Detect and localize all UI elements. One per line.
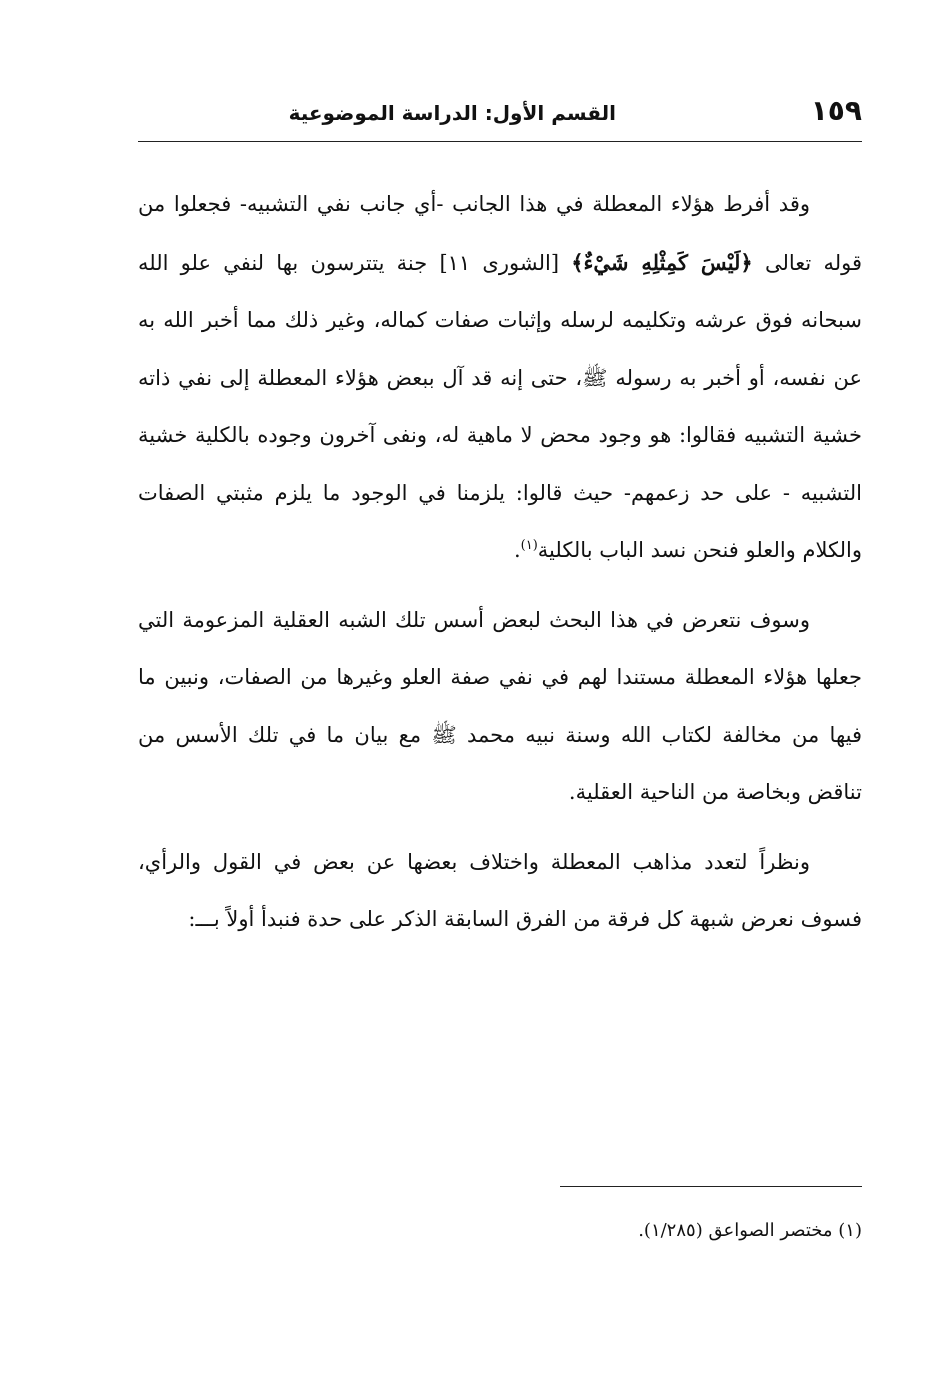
- running-header: [138, 92, 862, 136]
- paragraph-1-period: .: [513, 538, 521, 562]
- paragraph-1: [138, 176, 862, 580]
- footnotes: [138, 1216, 862, 1246]
- page-number: ١٥٩: [810, 94, 862, 127]
- running-header-title: القسم الأول: الدراسة الموضوعية: [288, 101, 616, 125]
- paragraph-3: ونظراً لتعدد مذاهب المعطلة واختلاف بعضها عن بعض في القول والرأي، فسوف نعرض شبهة كل فرقة من الفرق السابقة الذكر على حدة فنبدأ أولاً بـــ:: [138, 849, 862, 931]
- footnote-divider: [560, 1186, 862, 1187]
- paragraph-1-text-start: وقد أفرط هؤلاء المعطلة في هذا الجانب -أي جانب نفي التشبيه- فجعلوا من قوله تعالى: [138, 192, 862, 275]
- footnote-reference: (١): [520, 538, 538, 553]
- quran-verse: ﴿لَيْسَ كَمِثْلِهِ شَيْءٌ﴾: [571, 249, 753, 275]
- main-text: [138, 176, 862, 949]
- header-divider: [138, 141, 862, 142]
- paragraph-2: وسوف نتعرض في هذا البحث لبعض أسس تلك الشبه العقلية المزعومة التي جعلها هؤلاء المعطلة مستندا لهم في نفي صفة العلو وغيرها من الصفات، ونبين ما فيها من مخالفة لكتاب الله وسنة نبيه محمد ﷺ مع بيان ما في تلك الأسس من تناقض وبخاصة من الناحية العقلية.: [138, 607, 862, 804]
- footnote-item: (١) مختصر الصواعق (١/٢٨٥).: [638, 1220, 862, 1241]
- paragraph-1-text-end: [الشورى ١١] جنة يتترسون بها لنفي علو الله سبحانه فوق عرشه وتكليمه لرسله وإثبات صفات كماله، وغير ذلك مما أخبر الله به عن نفسه، أو أخبر به رسوله ﷺ، حتى إنه قد آل ببعض هؤلاء المعطلة إلى نفي ذاته خشية التشبيه فقالوا: هو وجود محض لا ماهية له، ونفى آخرون وجوده بالكلية خشية التشبيه - على حد زعمهم- حيث قالوا: يلزمنا في الوجود ما يلزم مثبتي الصفات والكلام والعلو فنحن نسد الباب بالكلية: [138, 250, 862, 562]
